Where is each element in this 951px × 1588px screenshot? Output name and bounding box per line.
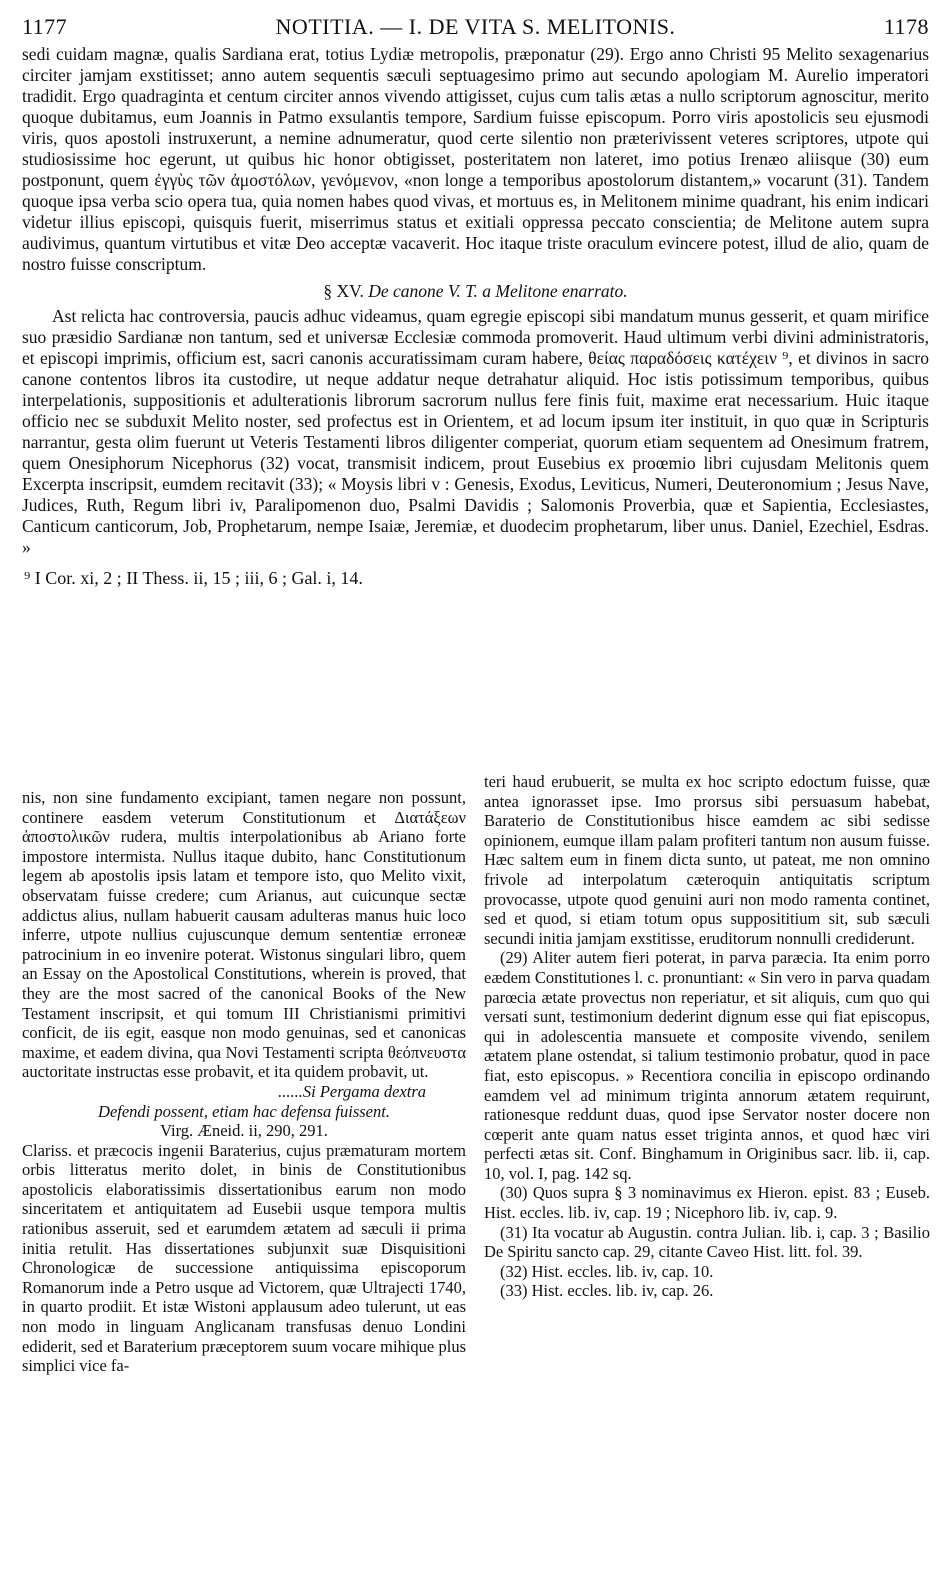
page-footnote: ⁹ I Cor. xi, 2 ; II Thess. ii, 15 ; iii, 6 ; Gal. i, 14. bbox=[24, 568, 363, 588]
left-notes-column bbox=[22, 788, 466, 1376]
verse-line-2: Defendi possent, etiam hac defensa fuissent. bbox=[98, 1101, 390, 1121]
main-text bbox=[22, 44, 929, 589]
main-paragraph-2: Ast relicta hac controversia, paucis adhuc videamus, quam egregie episcopi sibi mandatum munus gesserit, et quam mirifice suo præsidio Sardianæ non tantum, sed et universæ Ecclesiæ commoda promoverit. Haud ultimum verbi divini administratoris, et episcopi imprimis, officium est, sacri canonis accuratissimam curam habere, θείας παραδόσεις κατέχειν ⁹, et divinos in sacro canone contentos libros ita custodire, ut neque addatur neque detrahatur aliquid. Hoc istis potissimum temporibus, quibus interpelationis, suppositionis et adulterationis librorum sacrorum nullus fere finis fuit, maxime erat necessarium. Huic itaque officio nec se subduxit Melito noster, sed profectus est in Orientem, et ad locum ipsum iter instituit, in quo quæ in Scripturis narrantur, gesta olim fuerunt ut Veteris Testamenti libros diligenter comperiat, quorum etiam sequentem ad Onesimum fratrem, quem Onesiphorum Nicephorus (32) vocat, transmisit indicem, prout Eusebius ex proœmio libri cujusdam Melitonis quem Excerpta inscripsit, eumdem recitavit (33); « Moysis libri v : Genesis, Exodus, Leviticus, Numeri, Deuteronomium ; Jesus Nave, Judices, Ruth, Regum libri iv, Paralipomenon duo, Psalmi Davidis ; Salomonis Proverbia, quæ et Sapientia, Ecclesiastes, Canticum canticorum, Job, Prophetarum, nempe Isaiæ, Jeremiæ, et duodecim prophetarum, liber unus. Daniel, Ezechiel, Esdras. » bbox=[22, 306, 929, 557]
running-header bbox=[22, 14, 929, 40]
left-paragraph-2: Clariss. et præcocis ingenii Baraterius, cujus præmaturam mortem orbis litteratus merito dolet, in binis de Constitutionibus apostolicis elaboratissimis dissertationibus earum non modo sinceritatem et antiquitatem ad Eusebii usque tempora multis rationibus asseruit, sed et earumdem ætatem ad sæculi ii prima initia retulit. Has dissertationes subjunxit suæ Disquisitioni Chronologicæ de successione antiquissima episcoporum Romanorum inde a Petro usque ad Victorem, quæ Ultrajecti 1740, in quarto prodiit. Et istæ Wistoni applausum adeo tulerunt, ut eas non modo in linguam Anglicanam transfusas denuo Londini ediderit, sed et Baraterium præceptorem suum vocare mihique plus simplici vice fa- bbox=[22, 1140, 466, 1376]
left-paragraph-1: nis, non sine fundamento excipiant, tamen negare non possunt, continere easdem veterum Constitutionum et Διατάξεων ἀποστολικῶν rudera, multis interpolationibus ab Ariano forte impostore intermista. Nullus itaque dubito, hanc Constitutionum legem ab apostolis ipsis latam et tempore isto, quo Melito vixit, observatam fuisse credere; cum Arianus, aut cuicunque sectæ addictus alius, nullam habuerit causam adulteras manus huic loco inferre, utpote nullius cujuscunque demum sententiæ erroneæ patrocinium in eo invenire poterat. Wistonus singulari libro, quem an Essay on the Apostolical Constitutions, wherein is proved, that they are the most sacred of the canonical Books of the New Testament inscripsit, et qui tomum III Christianismi primitivi conficit, de iis egit, easque non modo genuinas, sed et canonicas maxime, et eadem divina, qua Novi Testamenti scripta θεόπνευστα auctoritate instructas esse probavit, et ita quidem probavit, ut. bbox=[22, 788, 466, 1082]
verse-reference: Virg. Æneid. ii, 290, 291. bbox=[160, 1121, 328, 1141]
note-31: (31) Ita vocatur ab Augustin. contra Julian. lib. i, cap. 3 ; Basilio De Spiritu sancto cap. 29, citante Caveo Hist. litt. fol. 39. bbox=[484, 1222, 930, 1262]
note-30: (30) Quos supra § 3 nominavimus ex Hieron. epist. 83 ; Euseb. Hist. eccles. lib. iv, cap. 19 ; Nicephoro lib. iv, cap. 9. bbox=[484, 1183, 930, 1223]
page-number-right: 1178 bbox=[883, 14, 929, 39]
section-heading bbox=[22, 281, 929, 302]
verse-line-1: ......Si Pergama dextra bbox=[278, 1081, 426, 1101]
note-29: (29) Aliter autem fieri poterat, in parva paræcia. Ita enim porro eædem Constitutiones l. c. pronuntiant: « Sin vero in parva quadam parœcia ætate provectus non reperiatur, et sit aliquis, cum quo qui versati sunt, testimonium dederint dignum esse qui fiat episcopus, qui in adolescentia mansuete et composite vivendo, senilem ætatem plane ostendat, si talium testimonio probatur, quod in pace fiat, esto episcopus. » Recentiora concilia in episcopo ordinando eamdem vel ad minimum triginta annorum ætatem requirunt, rationesque reddunt duas, quod ipse Servator noster docere non cœperit ante quam natus esset triginta annos, et quod hæc viri perfecti ætas sit. Conf. Binghamum in Originibus sacr. lib. ii, cap. 10, vol. I, pag. 142 sq. bbox=[484, 948, 930, 1183]
section-title: De canone V. T. a Melitone enarrato. bbox=[368, 281, 628, 301]
note-32: (32) Hist. eccles. lib. iv, cap. 10. bbox=[500, 1261, 714, 1281]
right-notes-column bbox=[484, 772, 930, 1301]
section-number: § XV. bbox=[323, 281, 364, 301]
page-number-left: 1177 bbox=[22, 14, 68, 39]
running-title: NOTITIA. — I. DE VITA S. MELITONIS. bbox=[275, 14, 676, 39]
note-33: (33) Hist. eccles. lib. iv, cap. 26. bbox=[500, 1281, 714, 1301]
main-paragraph-1: sedi cuidam magnæ, qualis Sardiana erat, totius Lydiæ metropolis, præponatur (29). Ergo anno Christi 95 Melito sexagenarius circiter jamjam exstitisset; anno autem sequentis sæculi septuagesimo primo aut secundo apologiam M. Aurelio imperatori tradidit. Ergo quadraginta et centum circiter annos vivendo attigisset, cujus cum talis ætas a nullo scriptorum agnoscitur, merito quoque dubitamus, eum Joannis in Patmo exsulantis tempore, Sardium fuisse episcopum. Porro viris apostolicis seu ejusmodi viris, quos apostoli instruxerunt, a nemine adnumeratur, quod certe silentio non præterivissent veteres scriptores, utpote qui studiosissime hoc egerunt, ut quibus hic honor obtigisset, posteritatem non lateret, imo potius Irenæo aliisque (30) eum postponunt, quem ἐγγὺς τῶν ἀμοστόλων, γενόμενον, «non longe a temporibus apostolorum distantem,» vocarunt (31). Tandem quoque ipsa verba scio opera tua, quia nomen habes quod vivas, et mortuus es, in Melitonem minime quadrant, his enim indicari videtur illius episcopi, quisquis fuerit, miserrimus status et exitiali oppressa peccato conscientia; de Melitone autem supra audivimus, quantum virtutibus et vitæ Deo acceptæ vacaverit. Hoc itaque triste oraculum evincere potest, illud de alio, quam de nostro fuisse conscriptum. bbox=[22, 44, 929, 274]
right-paragraph-1: teri haud erubuerit, se multa ex hoc scripto edoctum fuisse, quæ antea ignorasset ipse. Imo prorsus sibi persuasum habebat, Baraterio de Constitutionibus hisce eamdem ac sibi sedisse opinionem, eumque illam palam profiteri tantum non ausum fuisse. Hæc saltem eum in finem dicta sunto, ut pateat, me non omnino frivole ad interpolatum cæteroquin antiquitatis scriptum provocasse, utpote quod genuini auri non modo ramenta continet, sed et quod, si etiam totum opus supposititium sit, sub sæculi secundi initia jamjam exstitisse, eruditorum nonnulli crediderunt. bbox=[484, 772, 930, 948]
